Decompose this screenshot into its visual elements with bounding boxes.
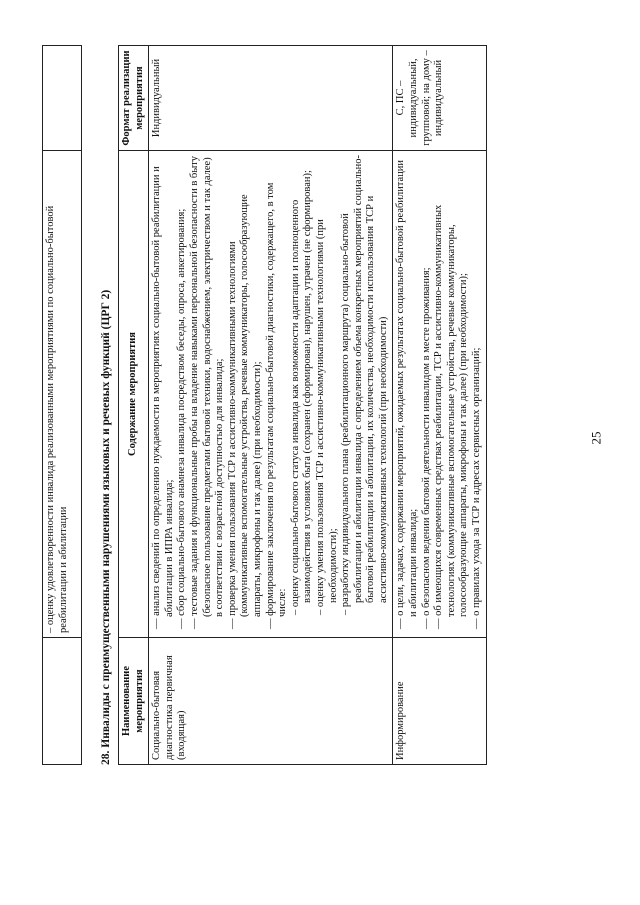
content-subline: – оценку социально-бытового статуса инвалида как возможности адаптации и полноценного взаимодействия в условиях быта (сохранен (сформирован), нарушен, утрачен (не сформирован); [289,170,314,615]
header-format: Формат реализации мероприятия [119,46,149,151]
continuation-table [42,45,82,765]
evaluation-text: оценку удовлетворенности инвалида реализованными мероприятиями по социально-бытовой реабилитации и абилитации [45,205,69,633]
header-name: Наименование мероприятия [119,638,149,765]
table-row [43,46,82,765]
row-name: Социально-бытовая диагностика первичная (входящая) [149,638,393,765]
content-subline: – разработку индивидуального плана (реабилитационного маршрута) социально-бытовой реабилитации и абилитации инвалида с определением объема конкретных мероприятий социально-бытовой реабилитации и абилитации, их количества, необходимости использования ТСР и ассистивно-коммуникативных технологий (при необходимости) [340,155,389,615]
table-row [393,46,486,765]
table-cell-text [43,151,82,638]
content-line: — о безопасном ведении бытовой деятельности инвалидом в месте проживания; [420,267,432,629]
activities-table [118,45,487,765]
section-title: 28. Инвалиды с преимущественными нарушениями языковых и речевых функций (ЦРГ 2) [100,289,112,765]
row-content [393,151,486,638]
content-line: — формирование заключения по результатам социально-бытовой диагностики, содержащего, в том числе: [264,182,289,629]
content-line: — проверка умения пользования ТСР и ассистивно-коммуникативными технологиями (коммуникативные вспомогательные устройства, речевые коммуникаторы, голосообразующие аппараты, микрофоны и так далее) (при необходимости); [226,194,263,629]
header-row [119,46,149,765]
table-cell-empty [43,46,82,151]
content-line: — о правилах ухода за ТСР и адресах сервисных организаций; [471,347,483,629]
content-line: — сбор социально-бытового анамнеза инвалида посредством беседы, опроса, анкетирования; [176,208,188,629]
row-content [149,151,393,638]
table-cell-empty [43,638,82,765]
page-number: 25 [588,431,604,445]
header-content: Содержание мероприятия [119,151,149,638]
row-name: Информирование [393,638,486,765]
table-row [149,46,393,765]
row-format: С, ПС – индивидуальный, групповой; на дому – индивидуальный [393,46,486,151]
content-line: — анализ сведений по определению нуждаемости в мероприятиях социально-бытовой реабилитации и абилитации в ИПРА инвалида; [151,166,175,629]
content-subline: – оценку умения пользования ТСР и ассистивно-коммуникативными технологиями (при необходимости); [314,219,339,615]
content-line: — о цели, задачах, содержании мероприятий, ожидаемых результатах социально-бытовой реабилитации и абилитации инвалида; [395,159,420,629]
content-line: — тестовые задания и функциональные пробы на владение навыками персональной безопасности в быту (безопасное пользование предметами бытовой техники, водоснабжением, электричеством и так далее) в соответствии с возрастной доступностью для инвалида; [188,155,226,629]
content-line: — об имеющихся современных средствах реабилитации, ТСР и ассистивно-коммуникативных технологиях (коммуникативные вспомогательные устройства, речевые коммуникаторы, голосообразующие аппараты, микрофоны и так далее) (при необходимости); [433,204,470,629]
dash: – [45,627,56,633]
row-format: Индивидуальный [149,46,393,151]
